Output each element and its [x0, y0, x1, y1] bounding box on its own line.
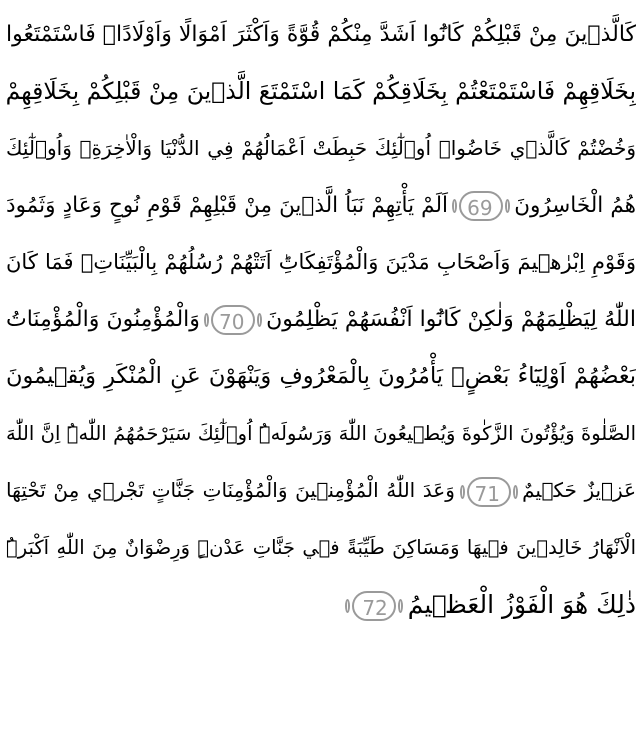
verse-text-segment: وَقَوْمِ اِبْرٰهٖيمَ وَاَصْحَابِ مَدْيَنَ وَالْمُؤْتَفِكَاتِؕ اَتَتْهُمْ رُسُلُهُمْ بِالْبَيِّنَاتِۚ فَمَا كَانَ [6, 250, 636, 274]
verse-line [6, 462, 636, 519]
verse-text-segment: كَالَّذٖينَ مِنْ قَبْلِكُمْ كَانُٓوا اَشَدَّ مِنْكُمْ قُوَّةً وَاَكْثَرَ اَمْوَالًا وَاَوْلَادًاۜ فَاسْتَمْتَعُوا [6, 22, 636, 47]
verse-text-segment: وَعَدَ اللّٰهُ الْمُؤْمِنٖينَ وَالْمُؤْمِنَاتِ جَنَّاتٍ تَجْرٖي مِنْ تَحْتِهَا [6, 478, 455, 502]
verse-line [6, 576, 636, 633]
verse-line [6, 291, 636, 348]
verse-line [6, 519, 636, 576]
verse-line [6, 405, 636, 462]
verse-text-block [6, 6, 636, 633]
ayah-number-marker: 70 [211, 305, 255, 335]
verse-text-segment: الْاَنْهَارُ خَالِدٖينَ فٖيهَا وَمَسَاكِنَ طَيِّبَةً فٖي جَنَّاتِ عَدْنٍۜ وَرِضْوَانٌ مِنَ اللّٰهِ اَكْبَرُۜ [6, 536, 636, 559]
verse-text-segment: الصَّلٰوةَ وَيُؤْتُونَ الزَّكٰوةَ وَيُطٖيعُونَ اللّٰهَ وَرَسُولَهُۜ اُو۬لٰٓئِكَ سَيَرْحَمُهُمُ اللّٰهُۜ اِنَّ اللّٰهَ [6, 422, 636, 445]
verse-text-segment: بَعْضُهُمْ اَوْلِيَٓاءُ بَعْضٍۢ يَأْمُرُونَ بِالْمَعْرُوفِ وَيَنْهَوْنَ عَنِ الْمُنْكَرِ وَيُقٖيمُونَ [6, 363, 636, 389]
verse-line [6, 120, 636, 177]
ayah-number-marker: 71 [467, 477, 511, 507]
verse-line [6, 348, 636, 405]
verse-line [6, 63, 636, 120]
verse-text-segment: عَزٖيزٌ حَكٖيمٌ [522, 478, 636, 502]
verse-text-segment: وَخُضْتُمْ كَالَّذٖي خَاضُواۜ اُو۬لٰٓئِكَ حَبِطَتْ اَعْمَالُهُمْ فِي الدُّنْيَا وَالْاٰخِرَةِۚ وَاُو۬لٰٓئِكَ [6, 136, 636, 160]
verse-line [6, 234, 636, 291]
verse-text-segment: ذٰلِكَ هُوَ الْفَوْزُ الْعَظٖيمُ [407, 590, 636, 619]
verse-line [6, 177, 636, 234]
verse-text-segment: اللّٰهُ لِيَظْلِمَهُمْ وَلٰكِنْ كَانُٓوا اَنْفُسَهُمْ يَظْلِمُونَ [266, 307, 636, 332]
ayah-number-marker: 69 [459, 191, 503, 221]
verse-text-segment: هُمُ الْخَاسِرُونَ [514, 193, 636, 218]
verse-line [6, 6, 636, 63]
verse-text-segment: اَلَمْ يَأْتِهِمْ نَبَاُ الَّذٖينَ مِنْ قَبْلِهِمْ قَوْمِ نُوحٍ وَعَادٍ وَثَمُودَ [6, 193, 449, 218]
verse-text-segment: وَالْمُؤْمِنُونَ وَالْمُؤْمِنَاتُ [6, 307, 200, 332]
verse-text-segment: بِخَلَاقِهِمْ فَاسْتَمْتَعْتُمْ بِخَلَاقِكُمْ كَمَا اسْتَمْتَعَ الَّذٖينَ مِنْ قَبْلِكُمْ بِخَلَاقِهِمْ [6, 77, 636, 105]
ayah-number-marker: 72 [352, 591, 396, 621]
